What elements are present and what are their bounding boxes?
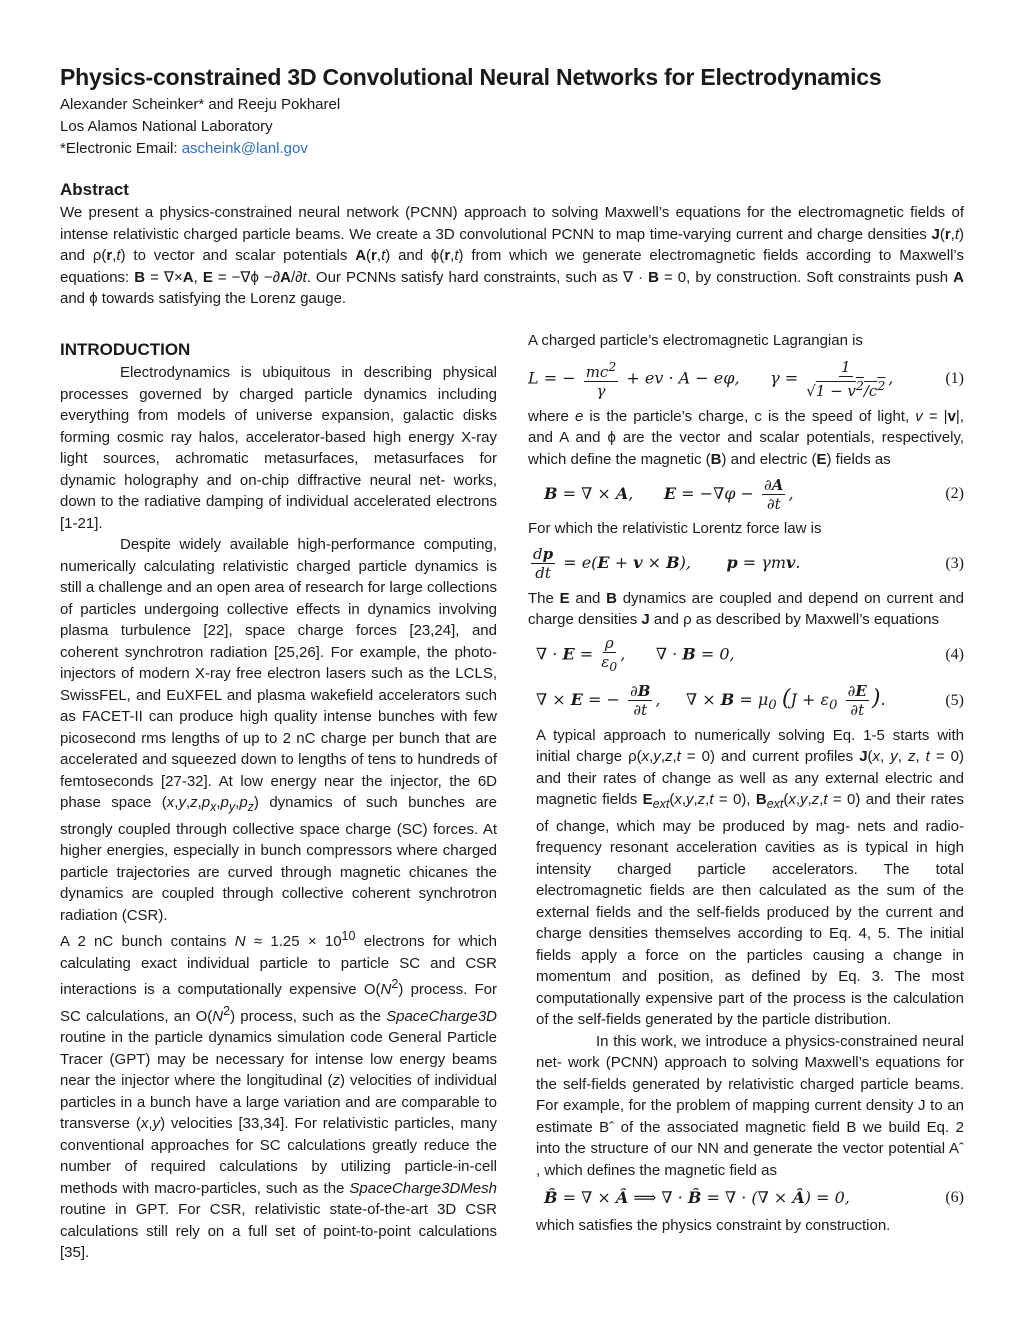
eq2-number: (2) <box>945 485 964 503</box>
equation-6: B̂ = ∇ × Â ⟹ ∇ · B̂ = ∇ · (∇ × Â) = 0, (6) <box>544 1188 964 1208</box>
equation-2: B = ∇ × A, E = −∇φ − $\frac{\partial A}{\partial t}$ , (2) <box>544 475 964 513</box>
contact-line <box>60 138 964 160</box>
intro-paragraph-1: Electrodynamics is ubiquitous in describing physical processes governed by charged particle dynamics including everything from models of universe expansion, galactic disks forming cosmic ray halos, accelerator-based high energy X-ray light sources, achromatic metasurfaces, metasurfaces for dynamic holography and on-chip diffractive neural net- works, down to the radiative damping of individual accelerated electrons [1-21]. <box>60 364 497 532</box>
abstract-text: We present a physics-constrained neural network (PCNN) approach to solving Maxwell’s equations for the electromagnetic fields of intense relativistic charged particle beams. We create a 3D convolutional PCNN to map time-varying current and charge densities J(r,t) and ρ(r,t) to vector and scalar potentials A(r,t) and ϕ(r,t) from which we generate electromagnetic fields according to Maxwell’s equations: B = ∇×A, E = −∇ϕ −∂A/∂t. Our PCNNs satisfy hard constraints, such as ∇ · B = 0, by construction. Soft constraints push A and ϕ towards satisfying the Lorenz gauge. <box>60 204 965 308</box>
right-column <box>528 330 964 1237</box>
abstract-heading: Abstract <box>60 180 129 199</box>
eq4-number: (4) <box>945 645 964 663</box>
left-column <box>60 338 497 1264</box>
equation-4: ∇ · E = $\frac{\rho}{\varepsilon_0}$ , ∇ · B = 0, (4) <box>536 633 964 674</box>
after-eq1-text: where e is the particle’s charge, c is the speed of light, v = |v|, and A and ϕ are the vector and scalar potentials, respectively, which define the magnetic (B) and electric (E) fields as <box>528 407 964 468</box>
email-link[interactable]: ascheink@lanl.gov <box>181 140 308 157</box>
authors: Alexander Scheinker* and Reeju Pokharel <box>60 96 341 113</box>
affiliation: Los Alamos National Laboratory <box>60 118 273 135</box>
email-label: *Electronic Email: <box>60 140 182 157</box>
equation-3: $\frac{dp}{dt}$ = e(E + v × B), p = γmv. (3) <box>533 545 964 582</box>
coupled-text: The E and B dynamics are coupled and depend on current and charge densities J and ρ as described by Maxwell’s equations <box>528 589 964 628</box>
typical-approach-paragraph: A typical approach to numerically solving Eq. 1-5 starts with initial charge ρ(x,y,z,t = 0) and current profiles J(x, y, z, t = 0) and their rates of change as well as any external electric and magnetic fields $E_{ext}(x,y,z,t = 0)$, $B_{ext}(x,y,z,t = 0)$ and their rates of change, which may be produced by mag- nets and radio-frequency resonant acceleration cavities as is typical in high intensity charged particle accelerators. The total electromagnetic fields are then calculated as the sum of the external fields and the self-fields produced by the current and charge densities themselves according to Eq. 4, 5. The initial fields apply a force on the particles causing a change in momentum and position, as defined by Eq. 3. The most computationally expensive part of the process is the calculation of the self-fields generated by the particle distribution. <box>536 726 964 1028</box>
intro-paragraph-2: Despite widely available high-performance computing, numerically calculating relativistic charged particle dynamics is still a challenge and an open area of research for large collections of particles undergoing collective effects in dynamics involving plasma turbulence [22], space charge forces [23,24], and coherent synchrotron radiation [25,26]. For example, the photo-injectors of modern X-ray free electron lasers such as the LCLS, SwissFEL, and EuXFEL and plasma wakefield accelerators such as FACET-II can produce high quality intense bunches with few picosecond rms lengths of up to 2 nC charge per bunch that are accelerated and squeezed down to lengths of tens to hundreds of femtoseconds [27-32]. At low energy near the injector, the 6D phase space $(x,y,z,p_x,p_y,p_z)$ dynamics of such bunches are strongly coupled through collective space charge (SC) forces. At higher energies, especially in bunch compressors where charged particle trajectories are curved through magnetic chicanes the dynamics are coupled through collective coherent synchrotron radiation (CSR). <box>60 536 497 924</box>
paper-page <box>60 60 965 1261</box>
eq5-number: (5) <box>945 691 964 709</box>
intro-paragraph-3: A 2 nC bunch contains $N \approx 1.25 \times 10^{10}$ electrons for which calculating exact individual particle to particle SC and CSR interactions is a computationally expensive $O(N^2)$ process. For SC calculations, an $O(N^2)$ process, such as the SpaceCharge3D routine in the particle dynamics simulation code General Particle Tracer (GPT) may be necessary for intense low energy beams near the injector where the longitudinal (z) velocities of individual particles in a bunch have a large variation and are comparable to transverse (x,y) velocities [33,34]. For relativistic particles, many conventional approaches for SC calculations greatly reduce the number of required calculations by utilizing particle-in-cell methods with macro-particles, such as the SpaceCharge3DMesh routine in GPT. For CSR, relativistic state-of-the-art 3D CSR calculations still rely on a full set of point-to-point calculations [35]. <box>60 929 497 1261</box>
this-work-paragraph: In this work, we introduce a physics-constrained neural net- work (PCNN) approach to solving Maxwell’s equations for the self-fields generated by relativistic charged particle beams. For example, for the problem of mapping current density J to an estimate Bˆ of the associated magnetic field B we build Eq. 2 into the structure of our NN and generate the vector potential Aˆ , which defines the magnetic field as <box>536 1032 964 1179</box>
lorentz-intro: For which the relativistic Lorentz force law is <box>528 520 822 537</box>
eq3-number: (3) <box>945 554 964 572</box>
equation-5: ∇ × E = − $\frac{\partial B}{\partial t}$ , ∇ × $B = \mu_0$ ($J + \varepsilon_0$ $\frac{\partial E}{\partial t}$ ). (5) <box>536 682 964 719</box>
closing-text: which satisfies the physics constraint by construction. <box>536 1217 891 1234</box>
paper-title: Physics-constrained 3D Convolutional Neural Networks for Electrodynamics <box>60 64 882 90</box>
lagrangian-intro: A charged particle’s electromagnetic Lagrangian is <box>528 332 863 349</box>
eq6-number: (6) <box>945 1189 964 1207</box>
intro-heading: INTRODUCTION <box>60 340 191 359</box>
eq1-number: (1) <box>945 369 964 387</box>
equation-1: L = − $\frac{mc^2}{\gamma}$ + ev · A − eφ, γ = $\frac{1}{√1 - v^2/c^2}$ , (1) <box>528 357 964 400</box>
